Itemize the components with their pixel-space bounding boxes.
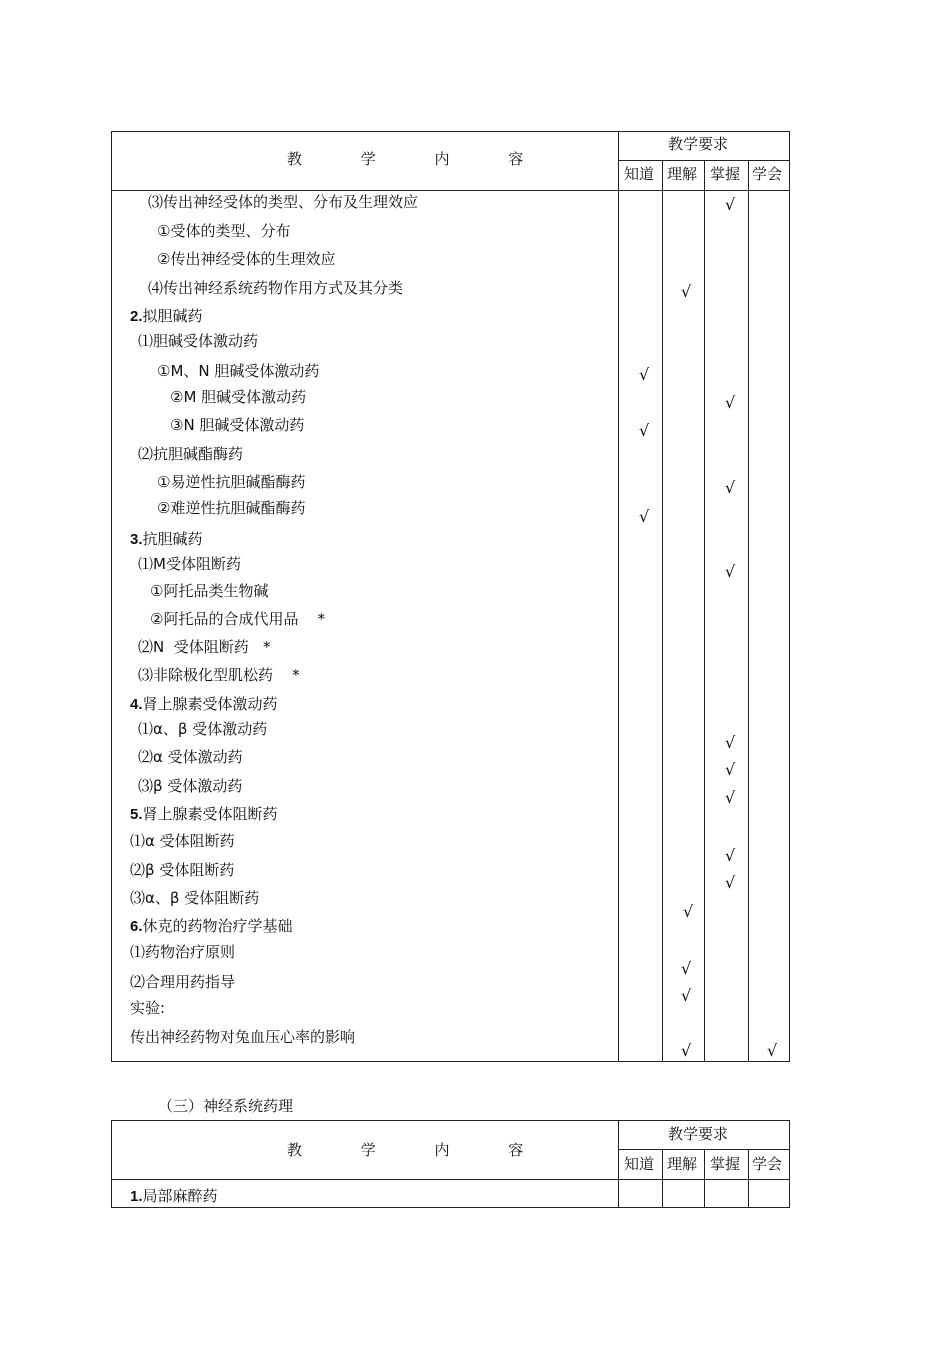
check-mark: √ [683, 902, 694, 921]
check-mark: √ [725, 195, 736, 214]
table-row: ⑶β 受体激动药 [138, 777, 243, 795]
check-mark: √ [725, 788, 736, 807]
table-row: ⑴药物治疗原则 [130, 943, 236, 961]
check-mark: √ [681, 986, 692, 1005]
table-row: ⑷传出神经系统药物作用方式及其分类 [148, 279, 404, 297]
check-mark: √ [725, 873, 736, 892]
table-row: ②M 胆碱受体激动药 [170, 388, 307, 406]
col-header-learn: 学会 [752, 165, 783, 183]
table-row: ①阿托品类生物碱 [150, 582, 269, 600]
table-row: ⑴α 受体阻断药 [130, 832, 235, 850]
table-row: ⑶非除极化型肌松药 * [138, 666, 300, 684]
check-mark: √ [725, 393, 736, 412]
table-row: ⑶传出神经受体的类型、分布及生理效应 [148, 193, 419, 211]
row-number: 1. [130, 1188, 143, 1205]
table-row [130, 697, 278, 712]
row-number: 4. [130, 696, 143, 713]
table-row: ②传出神经受体的生理效应 [157, 250, 336, 268]
row-label: 休克的药物治疗学基础 [142, 917, 293, 935]
row-label: 抗胆碱药 [142, 530, 203, 548]
requirements-header: 教学要求 [668, 135, 729, 153]
row-label: 拟胆碱药 [142, 307, 203, 325]
check-mark: √ [725, 478, 736, 497]
content-header: 教 学 内 容 [287, 1141, 551, 1159]
col-header-understand: 理解 [667, 1155, 698, 1173]
table-row: ⑵N 受体阻断药 * [138, 638, 271, 656]
requirements-table-2 [111, 1120, 790, 1208]
section-caption: （三）神经系统药理 [158, 1097, 294, 1115]
col-header-master: 掌握 [710, 165, 741, 183]
table-row [130, 807, 278, 822]
requirements-subheader-line [618, 160, 789, 161]
know-column-divider [662, 160, 663, 1061]
table-row: ⑴M受体阻断药 [138, 555, 241, 573]
col-header-know: 知道 [624, 165, 655, 183]
col-header-understand: 理解 [667, 165, 698, 183]
table-row: ⑴胆碱受体激动药 [138, 332, 259, 350]
requirements-subheader-line [618, 1149, 789, 1150]
table-row [130, 1189, 218, 1204]
row-label: 肾上腺素受体激动药 [142, 695, 278, 713]
table-row: ①受体的类型、分布 [157, 222, 291, 240]
table-row: 传出神经药物对兔血压心率的影响 [130, 1028, 356, 1046]
table-row: ③N 胆碱受体激动药 [170, 416, 305, 434]
table-row: ①M、N 胆碱受体激动药 [157, 362, 320, 380]
master-column-divider [748, 1149, 749, 1207]
table-row [130, 532, 203, 547]
table-row: ⑶α、β 受体阻断药 [130, 889, 260, 907]
check-mark: √ [639, 365, 650, 384]
check-mark: √ [681, 959, 692, 978]
row-number: 2. [130, 308, 143, 325]
col-header-know: 知道 [624, 1155, 655, 1173]
col-header-learn: 学会 [752, 1155, 783, 1173]
row-number: 3. [130, 531, 143, 548]
table-row: 实验: [130, 999, 166, 1017]
table-row: ⑵合理用药指导 [130, 973, 236, 991]
master-column-divider [748, 160, 749, 1061]
table-row: ⑵β 受体阻断药 [130, 861, 235, 879]
understand-column-divider [704, 160, 705, 1061]
header-bottom-line [112, 190, 789, 191]
table-row: ⑵α 受体激动药 [138, 748, 243, 766]
table-row [130, 919, 293, 934]
check-mark: √ [725, 733, 736, 752]
table-row: ①易逆性抗胆碱酯酶药 [157, 473, 306, 491]
header-bottom-line [112, 1179, 789, 1180]
row-number: 6. [130, 918, 143, 935]
check-mark: √ [681, 1041, 692, 1060]
check-mark: √ [639, 421, 650, 440]
requirements-header: 教学要求 [668, 1125, 729, 1143]
content-column-divider [618, 1121, 619, 1207]
col-header-master: 掌握 [710, 1155, 741, 1173]
table-row: ②难逆性抗胆碱酯酶药 [157, 499, 306, 517]
content-header: 教 学 内 容 [287, 150, 551, 168]
check-mark: √ [725, 760, 736, 779]
check-mark: √ [681, 282, 692, 301]
table-row: ⑵抗胆碱酯酶药 [138, 445, 244, 463]
check-mark: √ [725, 562, 736, 581]
check-mark: √ [725, 846, 736, 865]
check-mark: √ [767, 1041, 778, 1060]
table-row: ②阿托品的合成代用品 * [150, 610, 326, 628]
content-column-divider [618, 132, 619, 1061]
row-number: 5. [130, 806, 143, 823]
table-row [130, 309, 203, 324]
row-label: 局部麻醉药 [142, 1187, 218, 1205]
understand-column-divider [704, 1149, 705, 1207]
know-column-divider [662, 1149, 663, 1207]
requirements-table-1 [111, 131, 790, 1062]
check-mark: √ [639, 507, 650, 526]
table-row: ⑴α、β 受体激动药 [138, 720, 268, 738]
row-label: 肾上腺素受体阻断药 [142, 805, 278, 823]
